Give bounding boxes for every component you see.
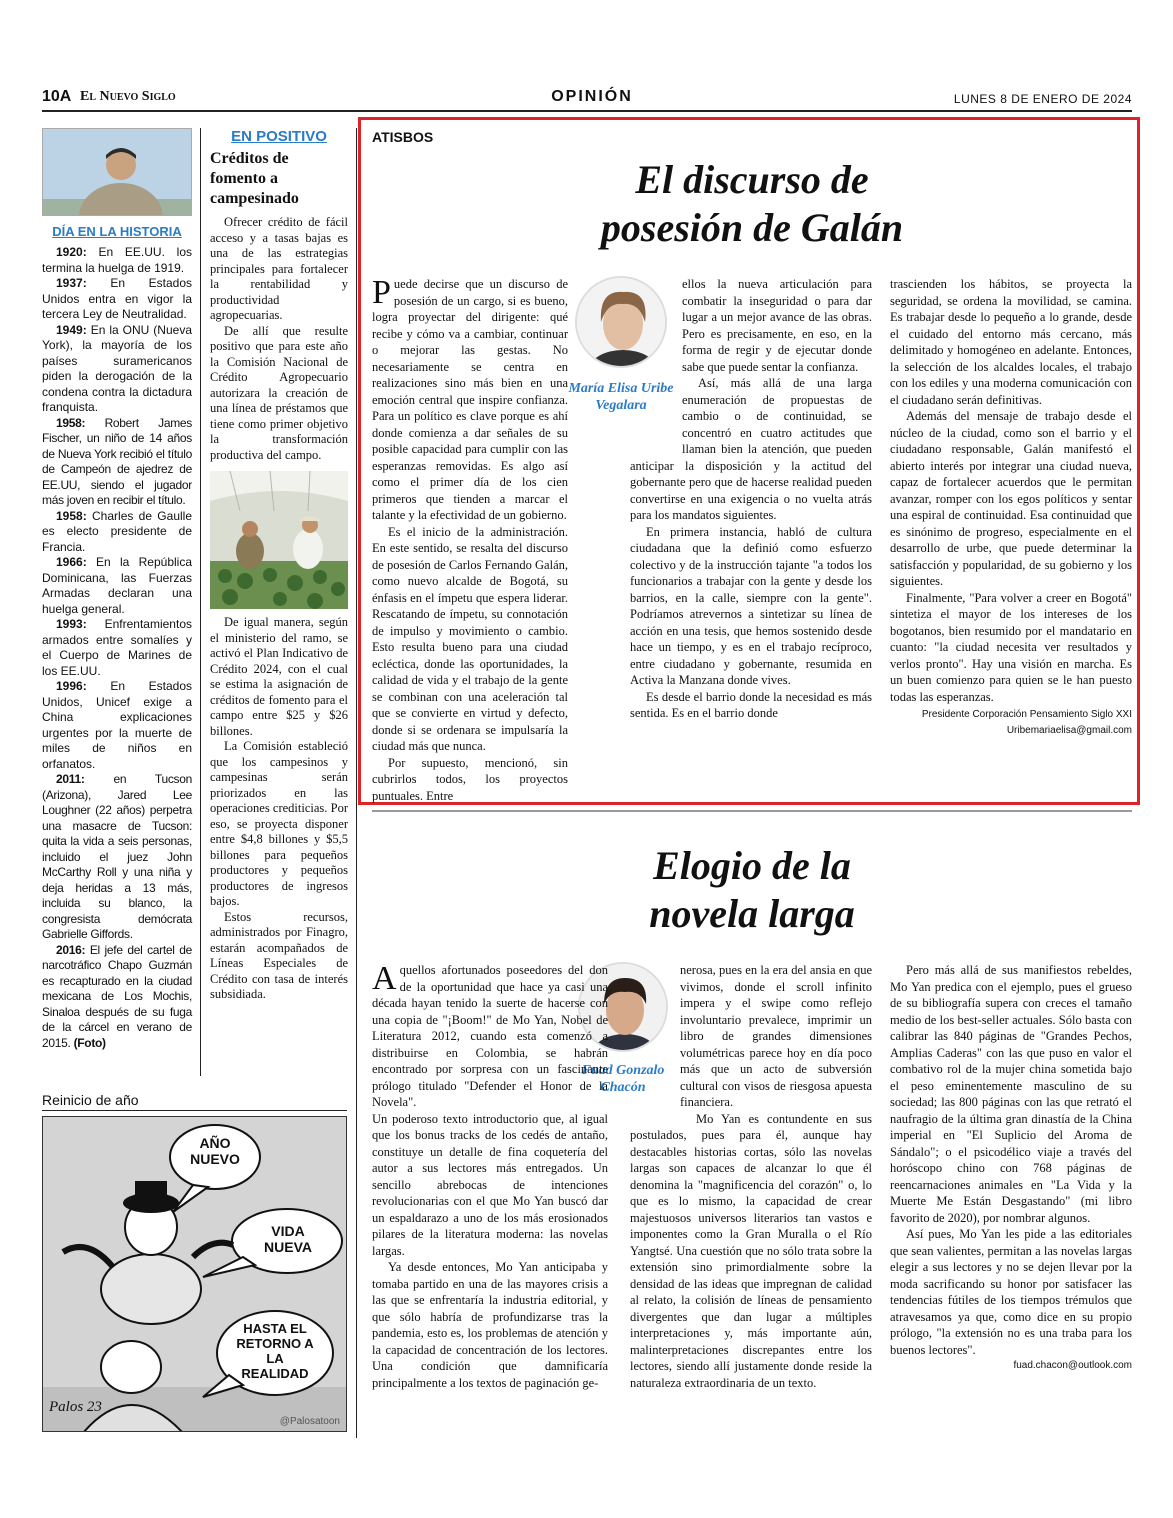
paragraph: Finalmente, "Para volver a creer en Bogotá" sintetiza el mayor de los intereses de los bogotanos, bien resumido por el mandatario en cuanto: "la ciudad necesita ver resultados y verlos pronto". Hay una visión en marcha. Es un buen comienzo para quien se le han puesto todas las esperanzas. <box>890 590 1132 704</box>
author-name: María Elisa Uribe Vegalara <box>568 381 674 413</box>
issue-date: LUNES 8 DE ENERO DE 2024 <box>953 92 1132 106</box>
section-title: OPINIÓN <box>551 88 633 105</box>
paragraph: La Comisión estableció que los campesinos y campesinas serán priorizados en las operaciones crediticias. Por eso, se proyecta disponer entre $4,8 billones y $5,5 billones para pequeños productores y pequeños productores de ingresos bajos. <box>210 739 348 908</box>
paragraph: Así, más allá de una larga enumeración de propuestas de cambio o de continuidad, se concentró en cuatro actitudes que llaman bien la atención, que pueden anticipar la disposición y la actitud del gobernante pero que de hacerse realidad pueden convertirse en una exigencia o no vuelta atrás para los mandatos siguientes. <box>630 376 872 522</box>
paragraph: Así pues, Mo Yan les pide a las editoriales que sean valientes, permitan a las novelas largas elegir a sus lectores y no se dejen llevar por la moda sacrificando su honor por satisfacer las tendencias fútiles de los tiempos trémulos que atravesamos ya que, como dice en su propio prólogo, "la extensión no es una traba para los buenos lectores". <box>890 1227 1132 1357</box>
positivo-text-2 <box>210 615 348 1003</box>
farm-photo <box>210 471 348 609</box>
paragraph: Además del mensaje de trabajo desde el núcleo de la ciudad, como son el barrio y el ciudadano responsable, Galán manifestó el abierto interés por integrar una ciudad nueva, capaz de fortalecer acuerdos que le permitan avanzar, romper con los egos políticos y sentar una espiral de continuidad. Esa continuidad que es sinónimo de progreso, especialmente en el desarrollo de urbe, que puede determinar la satisfacción y popularidad, de su gobierno y los siguientes. <box>890 409 1132 588</box>
history-column <box>42 128 192 1051</box>
page-number: 10A <box>42 88 72 105</box>
positivo-kicker: EN POSITIVO <box>231 128 327 145</box>
author-email: fuad.chacon@outlook.com <box>1013 1360 1132 1371</box>
history-title: DÍA EN LA HISTORIA <box>52 224 182 239</box>
article1-col1 <box>372 276 568 804</box>
title-line: El discurso de <box>635 157 869 202</box>
history-list <box>42 245 192 1051</box>
cartoon-image <box>42 1116 347 1432</box>
paragraph: De igual manera, según el ministerio del ramo, se activó el Plan Indicativo de Crédito 2024, con el cual se estima la asignación de créditos de fomento para el campo entre $25 y $26 billones. <box>210 615 348 738</box>
paragraph: Ofrecer crédito de fácil acceso y a tasas bajas es una de las estrategias principales para fortalecer la rentabilidad y productividad agropecuarias. <box>210 215 348 322</box>
history-entry: 1993: Enfrentamientos armados entre somalíes y el Cuerpo de Marines de los EE.UU. <box>42 617 192 678</box>
drop-cap: P <box>372 274 391 311</box>
article2-col3 <box>890 962 1132 1374</box>
article2-title <box>372 842 1132 938</box>
paragraph: Un poderoso texto introductorio que, al igual que los bonus tracks de los cedés de antaño, constituye un detalle de fina coquetería del autor a sus lectores más entregados. Un sencillo abrebocas de intenciones revolucionarias con el que Mo Yan buscó dar un espaldarazo a uno de los más erosionados pilares de la literatura moderna: las novelas largas. <box>372 1111 608 1258</box>
title-line: posesión de Galán <box>600 205 904 250</box>
newspaper-name: El Nuevo Siglo <box>80 89 176 104</box>
speech-bubble-1: AÑO NUEVO <box>190 1135 240 1167</box>
paragraph: nerosa, pues en la era del ansia en que vivimos, donde el scroll infinito impera y el swipe como reflejo involuntario prevalece, imprimir un libro de grandes dimensiones volumétricas parece hoy en día poco más que un acto de subversión cultural con visos de riesgosa apuesta financiera. <box>680 963 872 1109</box>
article-separator <box>372 810 1132 812</box>
cartoon-rule <box>42 1110 347 1111</box>
history-photo <box>42 128 192 216</box>
paragraph: Estos recursos, administrados por Finagro, estarán acompañados de Líneas Especiales de Crédito con tasa de interés subsidiada. <box>210 909 348 1001</box>
paragraph: trascienden los hábitos, se proyecta la seguridad, se ordena la movilidad, se camina. Es trabajar desde lo pequeño a lo grande, desde el cuidado del entorno más cercano, más delimitado y homogéneo en adelante. Entonces, la selección de los alcaldes locales, el trabajo con los ediles y una moderna comunicación con el ciudadano serán definitivas. <box>890 277 1132 407</box>
positivo-text <box>210 215 348 463</box>
history-entry: 2011: en Tucson (Arizona), Jared Lee Loughner (22 años) perpetra una masacre de Tucson: quita la vida a seis personas, incluido el juez John McCarthy Roll y una niña y deja heridas a 13 más, incluida su blanco, la congresista demócrata Gabrielle Giffords. <box>42 772 192 941</box>
paragraph: Ya desde entonces, Mo Yan anticipaba y tomaba partido en una de las mayores crisis a las que se enfrentaría la industria editorial, y que sólo habría de profundizarse tras la pandemia, esto es, los problemas de atención y la capacidad de concentración de los lectores. Una condición que damnificaría principalmente a los textos de paginación ge- <box>372 1260 608 1390</box>
title-line: novela larga <box>649 891 855 936</box>
paragraph: Pero más allá de sus manifiestos rebeldes, Mo Yan predica con el ejemplo, pues el grueso de su bibliografía supera con creces el tamaño medio de los best-seller actuales. Sólo basta con calibrar las 840 páginas de "Grandes Pechos, Amplias Caderas" con las que puso en valor el combativo rol de la mujer china sometida bajo el peso eminentemente masculino de su sociedad; las 800 páginas con las que retrató el naufragio de la última gran dinastía de la China imperial en "El Suplicio del Aroma de Sándalo"; o el psicodélico viaje a través del horóscopo chino con 768 páginas de reencarnaciones animales en "La Vida y la Muerte Me Están Desgastando" (mi libro favorito de 2020), por nombrar algunos. <box>890 963 1132 1225</box>
history-entry: 1958: Robert James Fischer, un niño de 14 años de Nueva York recibió el título de Campeón de ajedrez de EE.UU, siendo el jugador más joven en recibir el título. <box>42 415 192 507</box>
article1-title <box>372 156 1132 252</box>
paragraph: Mo Yan es contundente en sus postulados, pues para él, aunque hay destacables historias cortas, sólo las novelas largas son capaces de alcanzar lo que él denomina la "magnificencia del corazón" o, lo que es lo mismo, la capacidad de crear majestuosos universos literarios tan vastos e imponentes como la Gran Muralla o el Río Yangtsé. Una cuestión que no sólo trata sobre la extensión sino primordialmente sobre la densidad de las ideas que impregnan de calidad al relato, la colisión de líneas de pensamiento divergentes que dan lugar a múltiples interpretaciones y, más importante aún, malinterpretaciones discrepantes entre los lectores, siendo allí justamente donde reside la naturaleza extraordinaria de un texto. <box>630 1111 872 1390</box>
author-name: Fuad Gonzalo Chacón <box>581 1063 665 1095</box>
paragraph: En primera instancia, habló de cultura ciudadana que la definió como esfuerzo colectivo y de la instrucción tajante "a todos los funcionarios a trabajar con la gente y desde los barrios, en la calle, siempre con la gente". Podríamos atrevernos a sintetizar su línea de acción en una tesis, que hemos sostenido desde hace un tiempo, y es en el trabajo recíproco, entre ciudadano y gobernante, resumida en Activa la Manzana donde vives. <box>630 524 872 687</box>
column-divider <box>356 128 357 1438</box>
cartoon-credit: @Palosatoon <box>279 1416 340 1427</box>
header-rule <box>42 110 1132 112</box>
history-entry: 1949: En la ONU (Nueva York), la mayoría de los países suramericanos piden la derogación de la condena contra la dictadura franquista. <box>42 322 192 414</box>
paragraph: ellos la nueva articulación para combatir la inseguridad o para dar lugar a un mejor avance de las obras. Pero es precisamente, en eso, en la forma de regir y de ejecutar donde sabe que puede sentar la confianza. <box>682 277 872 374</box>
paragraph: Aquellos afortunados poseedores del don de la oportunidad que hace ya casi una década hayan tenido la suerte de hacerse con una copia de "¡Boom!" de Mo Yan, Nobel de Literatura 2012, cuando esta comenzó a distribuirse en Colombia, se habrán encontrado por sorpresa con un fascinante prólogo titulado "Defender el Honor de la Novela". <box>372 960 608 1109</box>
paragraph: Por supuesto, mencionó, sin cubrirlos todos, los proyectos puntuales. Entre <box>372 755 568 803</box>
paragraph: De allí que resulte positivo que para este año la Comisión Nacional de Crédito Agropecuario autorizara la creación de una línea de préstamos que tiene como primer objetivo la transformación productiva del campo. <box>210 323 348 462</box>
history-entry: 2016: El jefe del cartel de narcotráfico Chapo Guzmán es recapturado en la ciudad mexicana de Los Mochis, Sinaloa después de su fuga de la cárcel en verano de 2015. (Foto) <box>42 942 192 1050</box>
speech-bubble-3: HASTA EL RETORNO A LA REALIDAD <box>236 1321 314 1381</box>
history-entry: 1958: Charles de Gaulle es electo presidente de Francia. <box>42 508 192 554</box>
history-entry: 1996: En Estados Unidos, Unicef exige a China explicaciones urgentes por la muerte de miles de niños en orfanatos. <box>42 679 192 771</box>
article-kicker: ATISBOS <box>372 129 434 145</box>
positivo-title: Créditos de fomento a campesinado <box>210 150 299 207</box>
page-header <box>42 88 1132 110</box>
drop-cap: A <box>372 960 397 997</box>
history-entry: 1937: En Estados Unidos entra en vigor la tercera Ley de Neutralidad. <box>42 276 192 321</box>
paragraph: Es desde el barrio donde la necesidad es más sentida. Es en el barrio donde <box>630 689 872 720</box>
cartoon-title: Reinicio de año <box>42 1092 139 1108</box>
article2-col1 <box>372 962 608 1391</box>
title-line: Elogio de la <box>653 843 851 888</box>
history-entry: 1920: En EE.UU. los termina la huelga de 1919. <box>42 245 192 275</box>
author-title: Presidente Corporación Pensamiento Siglo XXI <box>921 709 1132 720</box>
column-divider <box>200 128 201 1076</box>
positivo-column <box>210 128 348 1003</box>
paragraph: Puede decirse que un discurso de posesión de un cargo, si es bueno, logra proyectar del dirigente: qué recibe y cómo va a cambiar, continuar o mejorar las gestas. No necesariamente se centra en realizaciones sino más bien en una emoción central que inspire confianza. Para un político es clave porque es ahí donde comienza a dar señales de su posible capacidad para cumplir con las esperanzas removidas. Es algo así como el primer día de los cien primeros que tienden a marcar el talante y la efectividad de un gobierno. <box>372 274 568 522</box>
history-entry: 1966: En la República Dominicana, las Fuerzas Armadas declaran una huelga general. <box>42 555 192 616</box>
paragraph: Es el inicio de la administración. En este sentido, se resalta del discurso de posesión de Carlos Fernando Galán, como nuevo alcalde de Bogotá, su énfasis en el ímpetu que espera liderar. Rescatando de ímpetu, su connotación de impulso y movimiento o cambio. Esto resulta bueno para una ciudad ecléctica, donde las oportunidades, la calidad de vida y el trabajo de la gente se combinan con una aceleración tal que se convierte en virtud y defecto, donde si se ordenara se impulsaría la ciudad más que nunca. <box>372 524 568 753</box>
author-email: Uribemariaelisa@gmail.com <box>1006 725 1132 736</box>
article1-col3 <box>890 276 1132 739</box>
speech-bubble-2: VIDA NUEVA <box>264 1223 312 1255</box>
article1-col2 <box>630 276 872 722</box>
article2-col2 <box>630 962 872 1391</box>
cartoonist-signature: Palos 23 <box>49 1399 102 1415</box>
